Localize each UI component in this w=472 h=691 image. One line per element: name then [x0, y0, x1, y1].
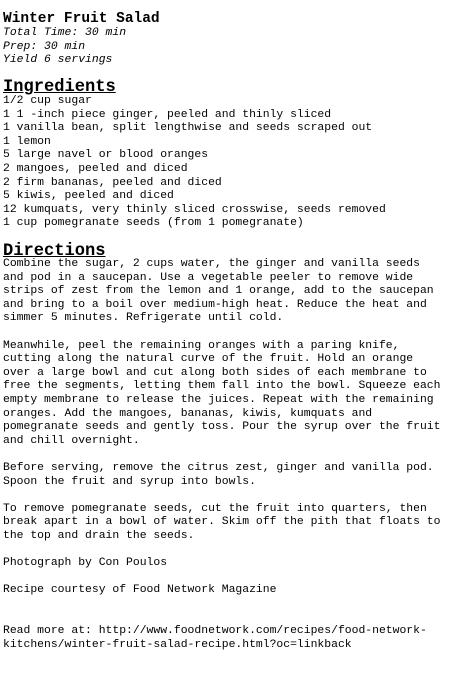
recipe-title: Winter Fruit Salad [3, 11, 160, 27]
ingredient-item: 1/2 cup sugar [3, 94, 92, 107]
read-more-link[interactable]: Read more at: http://www.foodnetwork.com/recipes/food-network- kitchens/winter-fruit-salad-recipe.html?oc=linkback [3, 625, 427, 651]
direction-step: To remove pomegranate seeds, cut the fruit into quarters, then break apart in a bowl of water. Skim off the pith that floats to the top and drain the seeds. [3, 502, 441, 542]
ingredients-list [3, 95, 468, 231]
ingredient-item: 1 cup pomegranate seeds (from 1 pomegranate) [3, 217, 304, 230]
prep-time: Prep: 30 min [3, 40, 86, 53]
directions-heading: Directions [3, 241, 106, 261]
total-time: Total Time: 30 min [3, 27, 127, 39]
ingredient-item: 1 1 -inch piece ginger, peeled and thinly sliced [3, 108, 332, 121]
ingredient-item: 1 lemon [3, 135, 51, 148]
direction-step: Meanwhile, peel the remaining oranges with a paring knife, cutting along the natural curve of the fruit. Hold an orange over a large bowl and cut along both sides of each membrane to free the segments, letting them fall into the bowl. Squeeze each empty membrane to release the juices. Repeat with the remaining oranges. Add the mangoes, bananas, kiwis, kumquats and pomegranate seeds and gently toss. Pour the syrup over the fruit and chill overnight. [3, 339, 441, 447]
direction-step: Before serving, remove the citrus zest, ginger and vanilla pod. Spoon the fruit and syrup into bowls. [3, 462, 434, 488]
ingredient-item: 2 firm bananas, peeled and diced [3, 176, 222, 189]
direction-step: Combine the sugar, 2 cups water, the ginger and vanilla seeds and pod in a saucepan. Use a vegetable peeler to remove wide strips of zest from the lemon and 1 orange, add to the saucepan and bring to a boil over medium-high heat. Reduce the heat and simmer 5 minutes. Refrigerate until cold. [3, 258, 434, 325]
ingredient-item: 5 kiwis, peeled and diced [3, 190, 174, 203]
yield: Yield 6 servings [3, 54, 113, 67]
ingredient-item: 5 large navel or blood oranges [3, 149, 209, 162]
recipe-courtesy: Recipe courtesy of Food Network Magazine [3, 584, 277, 597]
photo-credit: Photograph by Con Poulos [3, 557, 168, 570]
ingredient-item: 1 vanilla bean, split lengthwise and seeds scraped out [3, 122, 373, 135]
ingredients-heading: Ingredients [3, 78, 116, 98]
ingredient-item: 12 kumquats, very thinly sliced crosswise, seeds removed [3, 203, 386, 216]
ingredient-item: 2 mangoes, peeled and diced [3, 162, 188, 175]
